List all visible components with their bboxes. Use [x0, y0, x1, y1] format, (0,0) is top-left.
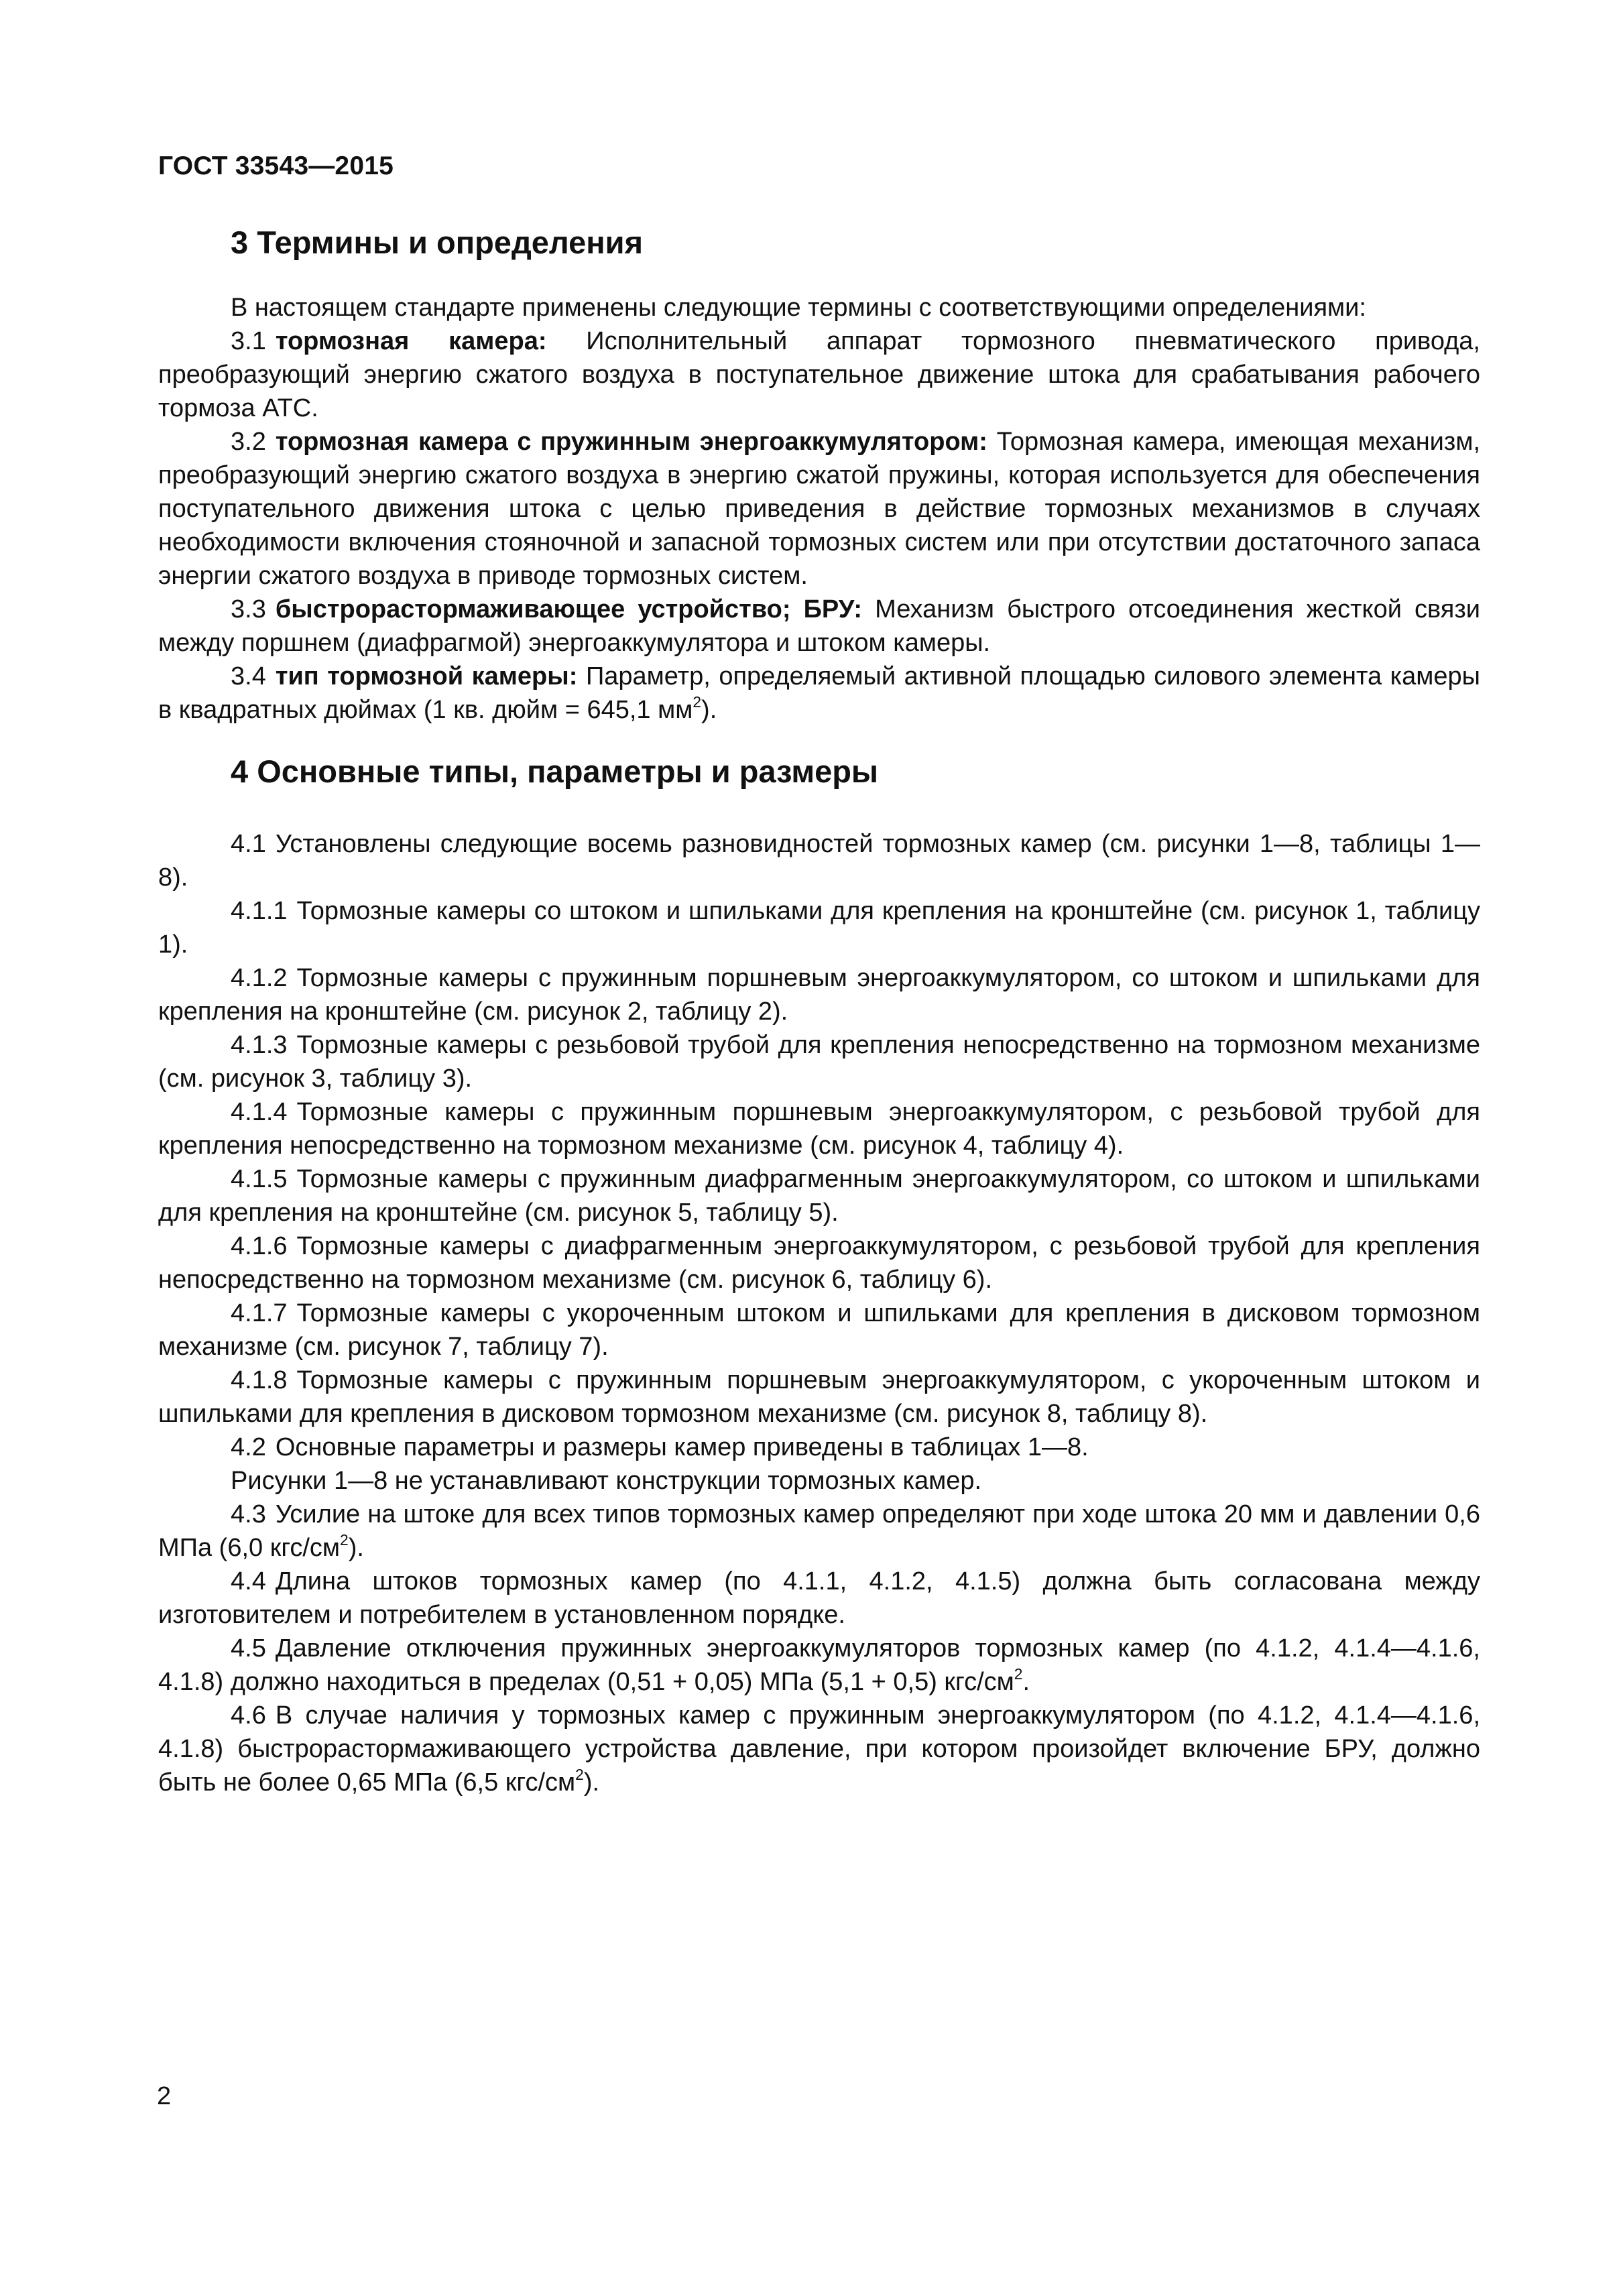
clause-text: Тормозные камеры с резьбовой трубой для крепления непосредственно на тормозном механизме (см. рисунок 3, таблицу 3). [158, 1031, 1480, 1093]
term-number: 3.3 [231, 595, 266, 623]
clause-text-end: ). [348, 1534, 364, 1562]
term-definition: Механизм быстрого отсоединения жесткой связи между поршнем (диафрагмой) энергоаккумулятора и штоком камеры. [158, 595, 1481, 657]
clause-4-6 [158, 1699, 1480, 1799]
clause-text: Тормозные камеры с пружинным поршневым энергоаккумулятором, со штоком и шпильками для крепления на кронштейне (см. рисунок 2, таблицу 2). [158, 964, 1480, 1026]
clause-text: Давление отключения пружинных энергоаккумуляторов тормозных камер (по 4.1.2, 4.1.4—4.1.6, 4.1.8) должно находиться в пределах (0,51 + 0,05) МПа (5,1 + 0,5) кгс/см [158, 1634, 1480, 1696]
page-number: 2 [157, 2082, 172, 2110]
clause-text: Основные параметры и размеры камер приведены в таблицах 1—8. [275, 1433, 1089, 1461]
superscript: 2 [1014, 1665, 1023, 1683]
term-3-4 [158, 660, 1480, 727]
clause-4-1-3 [158, 1028, 1480, 1095]
clause-text: Тормозные камеры со штоком и шпильками для крепления на кронштейне (см. рисунок 1, таблицу 1). [158, 897, 1480, 959]
clause-number: 4.5 [231, 1634, 266, 1663]
clause-number: 4.1.5 [231, 1165, 288, 1193]
section-3-body [158, 291, 1480, 727]
term-number: 3.1 [231, 327, 266, 355]
clause-4-1-1 [158, 894, 1480, 961]
term-name: тормозная камера с пружинным энергоаккумулятором: [275, 428, 987, 456]
document-id: ГОСТ 33543—2015 [158, 152, 394, 180]
clause-text: В случае наличия у тормозных камер с пружинным энергоаккумулятором (по 4.1.2, 4.1.4—4.1.6, 4.1.8) быстрорастормаживающего устройства давление, при котором произойдет включение БРУ, должно быть не более 0,65 МПа (6,5 кгс/см [158, 1701, 1480, 1797]
superscript: 2 [693, 693, 702, 711]
clause-number: 4.3 [231, 1500, 266, 1528]
term-3-1 [158, 324, 1480, 425]
clause-text: Установлены следующие восемь разновидностей тормозных камер (см. рисунки 1—8, таблицы 1—8). [158, 830, 1480, 892]
clause-text: Тормозные камеры с пружинным поршневым энергоаккумулятором, с укороченным штоком и шпильками для крепления в дисковом тормозном механизме (см. рисунок 8, таблицу 8). [158, 1366, 1480, 1428]
clause-number: 4.1.3 [231, 1031, 288, 1059]
clause-4-1-4 [158, 1095, 1480, 1162]
clause-number: 4.1.8 [231, 1366, 288, 1394]
clause-4-1-8 [158, 1364, 1480, 1431]
clause-number: 4.1.4 [231, 1098, 288, 1126]
clause-number: 4.1.6 [231, 1232, 288, 1260]
section-4-title: 4 Основные типы, параметры и размеры [231, 753, 879, 789]
clause-4-5 [158, 1632, 1480, 1699]
clause-4-1-7 [158, 1296, 1480, 1364]
term-name: быстрорастормаживающее устройство; БРУ: [275, 595, 863, 623]
clause-text-end: . [1022, 1668, 1030, 1696]
clause-number: 4.2 [231, 1433, 266, 1461]
term-definition: Параметр, определяемый активной площадью силового элемента камеры в квадратных дюймах (1 кв. дюйм = 645,1 мм [158, 662, 1480, 724]
term-name: тормозная камера: [275, 327, 547, 355]
clause-4-2 [158, 1431, 1480, 1464]
superscript: 2 [575, 1766, 584, 1784]
term-number: 3.4 [231, 662, 266, 690]
clause-4-2-note [158, 1464, 1480, 1498]
clause-number: 4.1.2 [231, 964, 288, 992]
clause-text: Длина штоков тормозных камер (по 4.1.1, 4.1.2, 4.1.5) должна быть согласована между изготовителем и потребителем в установленном порядке. [158, 1567, 1480, 1629]
clause-text: Тормозные камеры с диафрагменным энергоаккумулятором, с резьбовой трубой для крепления непосредственно на тормозном механизме (см. рисунок 6, таблицу 6). [158, 1232, 1480, 1294]
clause-4-1-2 [158, 961, 1480, 1028]
clause-number: 4.1.7 [231, 1299, 288, 1327]
clause-number: 4.1.1 [231, 897, 288, 925]
section-3-title: 3 Термины и определения [231, 225, 643, 260]
term-number: 3.2 [231, 428, 266, 456]
section-3-intro: В настоящем стандарте применены следующие термины с соответствующими определениями: [231, 294, 1366, 322]
term-3-2 [158, 425, 1480, 593]
term-definition-end: ). [701, 696, 717, 724]
clause-text: Тормозные камеры с пружинным диафрагменным энергоаккумулятором, со штоком и шпильками для крепления на кронштейне (см. рисунок 5, таблицу 5). [158, 1165, 1480, 1227]
clause-4-3 [158, 1498, 1480, 1565]
term-3-3 [158, 593, 1480, 660]
clause-text: Тормозные камеры с пружинным поршневым энергоаккумулятором, с резьбовой трубой для крепления непосредственно на тормозном механизме (см. рисунок 4, таблицу 4). [158, 1098, 1480, 1160]
clause-4-1-6 [158, 1229, 1480, 1296]
section-4-body [158, 827, 1480, 1799]
term-definition: Исполнительный аппарат тормозного пневматического привода, преобразующий энергию сжатого воздуха в поступательное движение штока для срабатывания рабочего тормоза АТС. [158, 327, 1480, 422]
superscript: 2 [340, 1531, 349, 1549]
clause-text: Усилие на штоке для всех типов тормозных камер определяют при ходе штока 20 мм и давлении 0,6 МПа (6,0 кгс/см [158, 1500, 1480, 1562]
clause-text: Тормозные камеры с укороченным штоком и шпильками для крепления в дисковом тормозном механизме (см. рисунок 7, таблицу 7). [158, 1299, 1480, 1361]
clause-number: 4.1 [231, 830, 266, 858]
clause-number: 4.6 [231, 1701, 266, 1730]
clause-text: Рисунки 1—8 не устанавливают конструкции тормозных камер. [231, 1467, 982, 1495]
clause-number: 4.4 [231, 1567, 266, 1595]
clause-text-end: ). [583, 1768, 600, 1797]
term-name: тип тормозной камеры: [275, 662, 578, 690]
term-definition: Тормозная камера, имеющая механизм, преобразующий энергию сжатого воздуха в энергию сжатой пружины, которая используется для обеспечения поступательного движения штока с целью приведения в действие тормозных механизмов в случаях необходимости включения стояночной и запасной тормозных систем или при отсутствии достаточного запаса энергии сжатого воздуха в приводе тормозных систем. [158, 428, 1481, 590]
clause-4-1 [158, 827, 1480, 894]
clause-4-4 [158, 1565, 1480, 1632]
clause-4-1-5 [158, 1162, 1480, 1229]
